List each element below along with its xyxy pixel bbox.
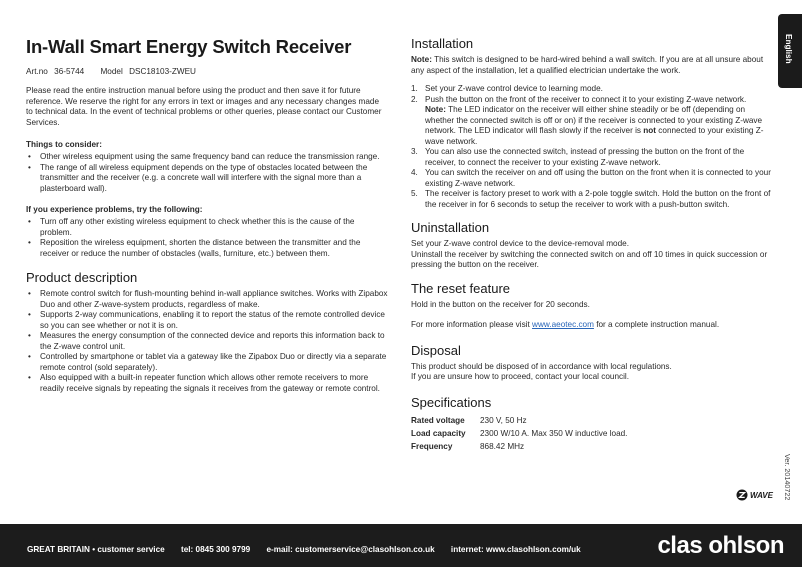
spec-label: Rated voltage [411, 415, 465, 425]
product-heading: Product description [26, 270, 138, 285]
spec-row [411, 440, 773, 453]
list-item: • Supports 2-way communications, enabling it to report the status of the remote controlled device so you can see whether or not it is on. [26, 310, 388, 331]
things-list [26, 152, 388, 194]
footer-tel: tel: 0845 300 9799 [180, 545, 251, 554]
product-list [26, 289, 388, 394]
list-item: 2. Push the button on the front of the receiver to connect it to your existing Z-wave network. Note: The LED indicator on the receiver will either shine steadily or be off (depending on whether the connected switch is off or on) if the receiver is connected to your existing Z-wave network. The LED indicator will flash slowly if the receiver is not connected to your existing Z-wave network. [411, 94, 764, 146]
footer-email: e-mail: customerservice@clasohlson.co.uk [266, 545, 435, 554]
zwave-logo [736, 489, 773, 501]
page-title: In-Wall Smart Energy Switch Receiver [26, 36, 352, 57]
intro-text: Please read the entire instruction manual before using the product and then save it for future reference. We reserve the right for any errors in text or images and any necessary changes made to technical data. In the event of technical problems or other queries, please contact our Customer Services. [26, 86, 382, 127]
specifications-heading: Specifications [411, 394, 492, 410]
spec-value: 230 V, 50 Hz [480, 415, 527, 425]
step-note-label: Note: [425, 105, 446, 114]
zwave-icon [736, 489, 748, 501]
article-info [26, 67, 388, 76]
footer-contact [27, 545, 595, 554]
note-text: This switch is designed to be hard-wired behind a wall switch. If you are at all unsure about any aspect of the installation, let a qualified electrician undertake the work. [411, 55, 764, 75]
spec-row [411, 427, 773, 440]
list-item: • The range of all wireless equipment depends on the type of obstacles located between the transmitter and the receiver (e.g. a concrete wall will interfere with the signal more than a plasterboard wall). [26, 163, 388, 195]
right-column [411, 36, 773, 453]
list-item: 4. You can switch the receiver on and off using the button on the front when it is connected to your existing Z-wave network. [411, 168, 771, 188]
zwave-text: WAVE [750, 490, 773, 500]
uninstallation-text-1: Set your Z-wave control device to the device-removal mode. [411, 239, 629, 248]
language-tab [778, 14, 802, 88]
left-column [26, 36, 388, 405]
list-item: • Other wireless equipment using the same frequency band can reduce the transmission range. [26, 152, 388, 163]
language-tab-label: English [784, 34, 793, 64]
version-label: Ver. 20140722 [783, 454, 792, 501]
more-info-a: For more information please visit [411, 320, 530, 329]
list-item: • Measures the energy consumption of the connected device and reports this information back to the Z-wave control unit. [26, 331, 388, 352]
step-text: You can switch the receiver on and off using the button on the front when it is connected to your existing Z-wave network. [425, 168, 771, 188]
step-note-a: The LED indicator on the receiver will either shine steadily or be off (depending on whether the connected switch is off or on) if the receiver is connected to your existing Z-wave network. The LED indicator will flash slowly if the receiver is [425, 105, 763, 135]
spec-value: 868.42 MHz [480, 441, 525, 451]
model-number: DSC18103-ZWEU [129, 67, 196, 76]
art-no-label: Art.no [26, 67, 48, 76]
disposal-text-1: This product should be disposed of in accordance with local regulations. [411, 361, 672, 371]
note-label: Note: [411, 55, 432, 64]
model-label: Model [100, 67, 123, 76]
list-item: 1. Set your Z-wave control device to learning mode. [411, 84, 603, 93]
list-item: • Turn off any other existing wireless equipment to check whether this is the cause of the problem. [26, 217, 388, 238]
footer-region: GREAT BRITAIN • customer service [27, 545, 165, 554]
things-heading: Things to consider: [26, 140, 102, 149]
brand-logo: clas ohlson [657, 532, 784, 559]
step-text: You can also use the connected switch, instead of pressing the button on the front of the receiver, to connect the receiver to your existing Z-wave network. [425, 147, 745, 167]
reset-heading: The reset feature [411, 280, 510, 296]
list-item: • Also equipped with a built-in repeater function which allows other remote receivers to more readily receive signals by repeating the signals it receives from the gateway or remote control. [26, 373, 388, 394]
disposal-heading: Disposal [411, 342, 461, 358]
footer [0, 524, 802, 567]
footer-internet: internet: www.clasohlson.com/uk [450, 545, 581, 554]
art-no: 36-5744 [54, 67, 85, 76]
list-item: 3. You can also use the connected switch, instead of pressing the button on the front of the receiver, to connect the receiver to your existing Z-wave network. [411, 147, 745, 167]
uninstallation-text-2: Uninstall the receiver by switching the connected switch on and off 10 times in quick succession or pressing the button on the receiver. [411, 249, 768, 269]
list-item: • Reposition the wireless equipment, shorten the distance between the transmitter and the receiver or reduce the number of obstacles (walls, furniture, etc.) between them. [26, 238, 388, 259]
spec-label: Frequency [411, 441, 453, 451]
spec-row [411, 414, 773, 427]
list-item: • Remote control switch for flush-mounting behind in-wall appliance switches. Works with Zipabox Duo and other Z-wave-system products, regardless of make. [26, 289, 388, 310]
installation-steps [411, 84, 773, 210]
installation-heading: Installation [411, 36, 474, 51]
more-info-b: for a complete instruction manual. [596, 320, 720, 329]
spec-value: 2300 W/10 A. Max 350 W inductive load. [480, 428, 628, 438]
problems-heading: If you experience problems, try the following: [26, 205, 203, 214]
uninstallation-heading: Uninstallation [411, 220, 490, 235]
step-note-not: not [643, 126, 657, 135]
reset-text: Hold in the button on the receiver for 20 seconds. [411, 299, 590, 309]
step-note-b: connected to your existing Z-wave network. [425, 126, 764, 146]
aeotec-link[interactable]: www.aeotec.com [532, 320, 594, 329]
problems-list [26, 217, 388, 259]
list-item: • Controlled by smartphone or tablet via a gateway like the Zipabox Duo or directly via a separate remote control (sold separately). [26, 352, 388, 373]
disposal-text-2: If you are unsure how to proceed, contact your local council. [411, 372, 630, 381]
step-text: Push the button on the front of the receiver to connect it to your existing Z-wave network. [425, 94, 747, 104]
list-item: 5. The receiver is factory preset to work with a 2-pole toggle switch. Hold the button on the front of the receiver in for 6 seconds to setup the receiver to work with a push-button switch. [411, 189, 771, 209]
step-text: The receiver is factory preset to work with a 2-pole toggle switch. Hold the button on the front of the receiver in for 6 seconds to setup the receiver to work with a push-button switch. [425, 189, 771, 209]
more-info [411, 320, 773, 331]
installation-note [411, 55, 773, 76]
spec-label: Load capacity [411, 428, 466, 438]
step-text: Set your Z-wave control device to learning mode. [425, 84, 603, 93]
spec-table [411, 414, 773, 453]
